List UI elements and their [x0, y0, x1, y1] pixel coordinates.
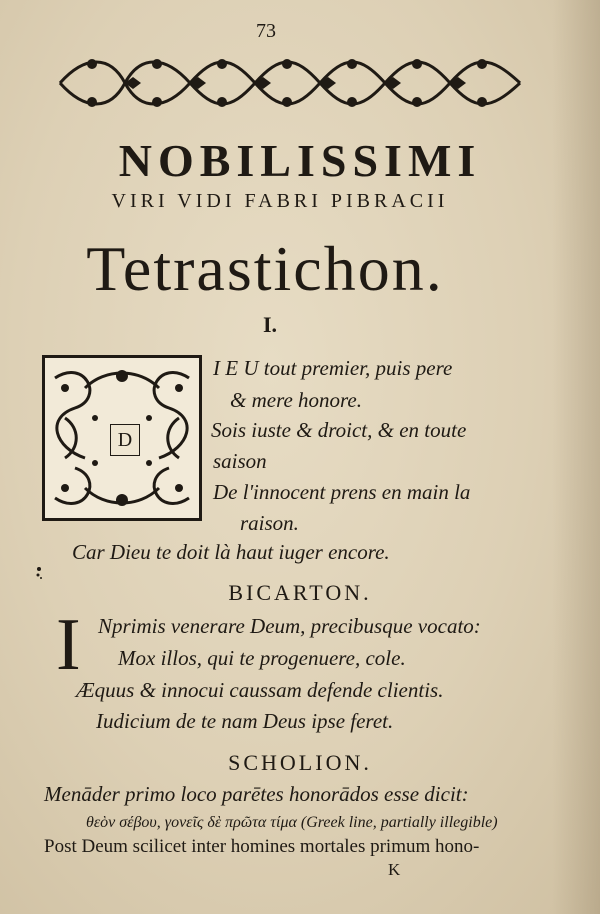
quatrain-line-3: Sois iuste & droict, & en toute — [211, 418, 467, 442]
decorative-headpiece-ornament — [55, 50, 525, 116]
scholion-line-3: Post Deum scilicet inter homines mortales primum hono- — [44, 836, 480, 857]
quatrain-line-2: & mere honore. — [230, 388, 362, 412]
drop-cap-letter: D — [110, 424, 140, 456]
quatrain-line-1: I E U tout premier, puis pere — [213, 356, 453, 380]
heading-bicarton: BICARTON. — [228, 580, 372, 605]
latin-line-4: Iudicium de te nam Deus ipse feret. — [96, 709, 394, 733]
scholion-line-1: Menāder primo loco parētes honorādos esse dicit: — [44, 782, 469, 806]
quatrain-line-5: De l'innocent prens en main la — [213, 480, 471, 504]
latin-line-2: Mox illos, qui te progenuere, cole. — [118, 646, 406, 670]
ink-speck-mark — [34, 566, 44, 580]
title-nobilissimi: NOBILISSIMI — [118, 135, 482, 186]
catchword: K — [388, 860, 401, 879]
quatrain-number: I. — [263, 312, 278, 337]
decorated-drop-cap — [42, 355, 202, 521]
quatrain-line-7: Car Dieu te doit là haut iuger encore. — [72, 540, 390, 564]
latin-line-3: Æquus & innocui caussam defende clientis. — [76, 678, 444, 702]
heading-scholion: SCHOLION. — [228, 750, 372, 775]
quatrain-line-4: saison — [213, 449, 267, 473]
latin-line-1: Nprimis venerare Deum, precibusque vocato: — [98, 614, 481, 638]
title-tetrastichon: Tetrastichon. — [86, 233, 444, 304]
latin-initial-letter: I — [56, 604, 81, 686]
page-number: 73 — [256, 20, 276, 42]
quatrain-line-6: raison. — [240, 511, 299, 535]
title-author-line: VIRI VIDI FABRI PIBRACII — [111, 190, 449, 212]
greek-quotation-line: θεὸν σέβου, γονεῖς δὲ πρῶτα τίμα (Greek line, partially illegible) — [86, 814, 498, 831]
